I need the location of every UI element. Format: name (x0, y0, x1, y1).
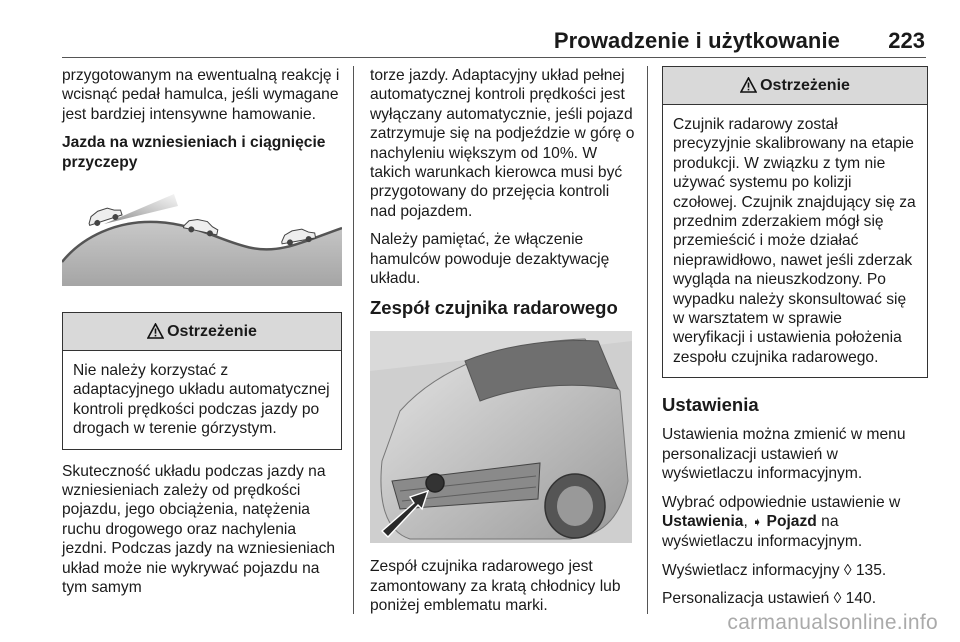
hill-driving-illustration (62, 172, 342, 302)
column-3 (662, 66, 928, 618)
column-1 (62, 66, 342, 607)
page-ref-icon: ◊ (833, 590, 842, 608)
col3-p2-text: Wybrać odpowiednie ustawienie w (662, 493, 901, 511)
col3-heading: Ustawienia (662, 394, 759, 416)
ref-personalization-page: 140. (841, 590, 877, 608)
ref-personalization (662, 589, 928, 608)
col2-heading: Zespół czujnika radarowego (370, 297, 618, 319)
menu-path-vehicle: Pojazd (766, 512, 817, 530)
header-rule (62, 57, 926, 58)
col1-paragraph-2: Skuteczność układu podczas jazdy na wzniesieniach zależy od prędkości pojazdu, jego obciążenia, natężenia ruchu drogowego oraz nachylenia jezdni. Podczas jazdy na wzniesieniach układ może nie wykrywać pojazdu na tym samym (62, 462, 336, 597)
col3-warning-box (662, 66, 928, 378)
col3-p2-text-after: na wyświetlaczu informacyjnym. (662, 512, 863, 551)
warning-triangle-icon (740, 77, 757, 93)
header-title: Prowadzenie i użytkowanie (553, 28, 840, 53)
ref-info-display-page: 135. (851, 561, 887, 579)
column-2 (370, 66, 638, 625)
column-divider-2 (647, 66, 648, 614)
page-number: 223 (888, 28, 925, 53)
col3-paragraph-1: Ustawienia można zmienić w menu personalizacji ustawień w wyświetlaczu informacyjnym. (662, 426, 906, 483)
col2-paragraph-3: Zespół czujnika radarowego jest zamontowany za kratą chłodnicy lub poniżej emblematu marki. (370, 558, 621, 615)
column-divider-1 (353, 66, 354, 614)
radar-sensor-car-illustration (370, 331, 632, 543)
col1-warning-title: Ostrzeżenie (167, 322, 257, 340)
menu-path-separator: , (743, 512, 753, 530)
col3-paragraph-2 (662, 493, 928, 552)
col3-warning-title: Ostrzeżenie (760, 76, 850, 94)
col2-paragraph-2: Należy pamiętać, że włączenie hamulców powoduje dezaktywację układu. (370, 231, 610, 288)
col1-warning-header (63, 313, 341, 351)
ref-info-display (662, 561, 928, 580)
col1-paragraph-1: przygotowanym na ewentualną reakcję i wcisnąć pedał hamulca, jeśli wymagane jest bardziej intensywne hamowanie. (62, 67, 340, 123)
col2-paragraph-1: torze jazdy. Adaptacyjny układ pełnej automatycznej kontroli prędkości jest wyłączany automatycznie, jeśli pojazd zatrzymuje się na podjeździe w górę o nachyleniu większym od 10%. W takich warunkach kierowca musi być przygotowany do przejęcia kontroli nad pojazdem. (370, 67, 635, 220)
col3-warning-body: Czujnik radarowy został precyzyjnie skalibrowany na etapie produkcji. W związku z tym nie używać systemu po kolizji czołowej. Czujnik znajdujący się za przednim zderzakiem mógł się przemieścić i może działać nieprawidłowo, nawet jeśli zderzak wygląda na nieuszkodzony. Po wypadku należy skonsultować się w warsztatem w sprawie weryfikacji i ustawienia położenia zespołu czujnika radarowego. (673, 116, 916, 366)
menu-path-settings: Ustawienia (662, 512, 744, 530)
warning-triangle-icon (147, 323, 164, 339)
col1-subheading: Jazda na wzniesieniach i ciągnięcie przyczepy (62, 134, 326, 171)
page-ref-icon: ◊ (843, 561, 852, 579)
radar-sensor-icon (426, 474, 444, 492)
menu-arrow-icon: ➧ (752, 514, 763, 529)
col1-warning-body: Nie należy korzystać z adaptacyjnego układu automatycznej kontroli prędkości podczas jazdy po drogach w terenie górzystym. (73, 362, 330, 438)
ref-info-display-text: Wyświetlacz informacyjny (662, 561, 844, 579)
col3-warning-header (663, 67, 927, 105)
watermark: carmanualsonline.info (727, 611, 938, 634)
ref-personalization-text: Personalizacja ustawień (662, 590, 834, 608)
col1-warning-box (62, 312, 342, 450)
